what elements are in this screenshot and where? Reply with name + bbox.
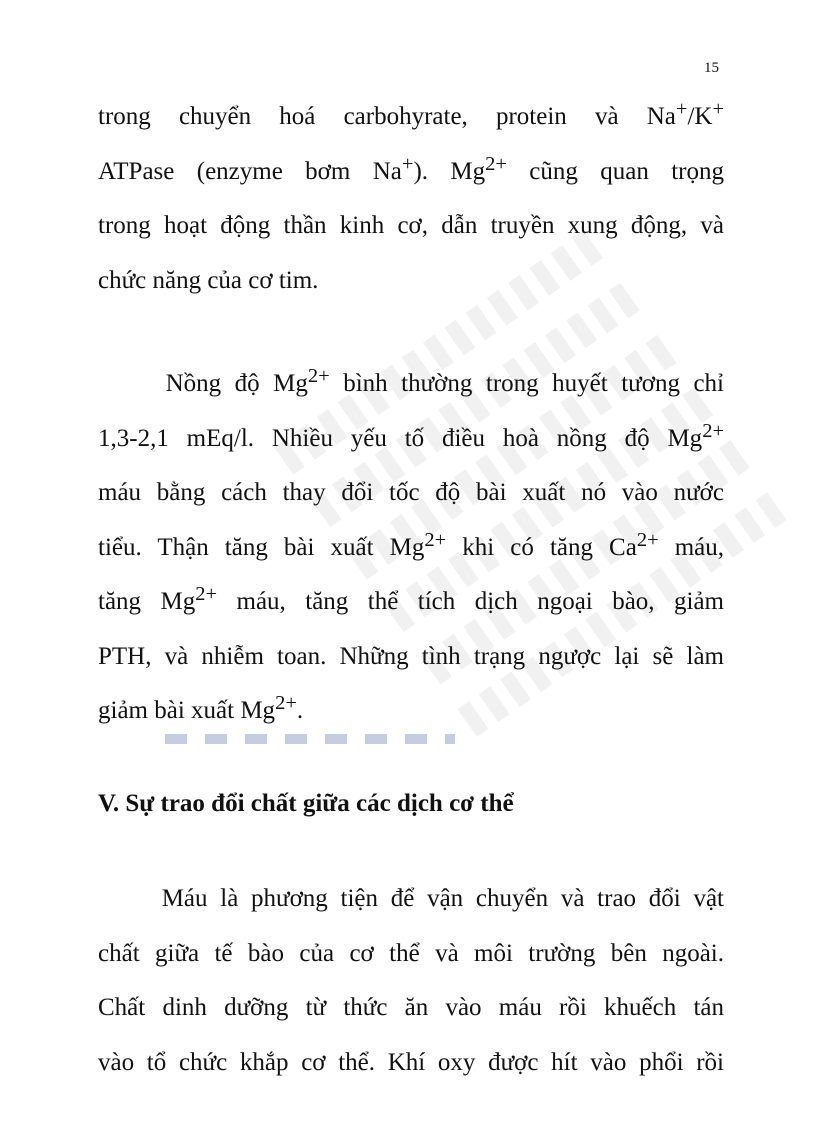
paragraph-2 [98, 357, 724, 739]
text-line: Máu là phương tiện để vận chuyển và trao đổi vật [161, 885, 725, 912]
page-number: 15 [704, 60, 719, 76]
text-line: Nồng độ $Mg^{2+}$ bình thường trong huyết tương chỉ [165, 364, 724, 397]
text-line: tăng $Mg^{2+}$ máu, tăng thể tích dịch ngoại bào, giảm [98, 582, 724, 615]
text-line: Chất dinh dưỡng từ thức ăn vào máu rồi khuếch tán [98, 994, 724, 1021]
text-line: 1,3-2,1 mEq/l. Nhiều yếu tố điều hoà nồng độ $Mg^{2+}$ [98, 419, 724, 452]
text-line: tiểu. Thận tăng bài xuất $Mg^{2+}$ khi có tăng $Ca^{2+}$ máu, [98, 528, 725, 561]
text-line: vào tổ chức khắp cơ thể. Khí oxy được hít vào phổi rồi [98, 1048, 724, 1076]
text-line: ATPase (enzyme bơm Na+). $Mg^{2+}$ cũng quan trọng [98, 152, 725, 185]
text-line: chức năng của cơ tim. [98, 266, 319, 294]
section-heading: V. Sự trao đổi chất giữa các dịch cơ thể [98, 790, 514, 817]
text-line: trong hoạt động thần kinh cơ, dẫn truyền xung động, và [98, 212, 724, 239]
text-line: giảm bài xuất $Mg^{2+}$. [98, 691, 304, 724]
text-line: trong chuyển hoá carbohyrate, protein và Na+/K+ [98, 97, 724, 130]
paragraph-1 [98, 90, 724, 308]
text-line: máu bằng cách thay đổi tốc độ bài xuất nó vào nước [98, 479, 724, 506]
paragraph-3 [98, 872, 724, 1090]
text-line: chất giữa tế bào của cơ thể và môi trường bên ngoài. [98, 939, 724, 967]
text-line: PTH, và nhiễm toan. Những tình trạng ngược lại sẽ làm [98, 642, 724, 670]
